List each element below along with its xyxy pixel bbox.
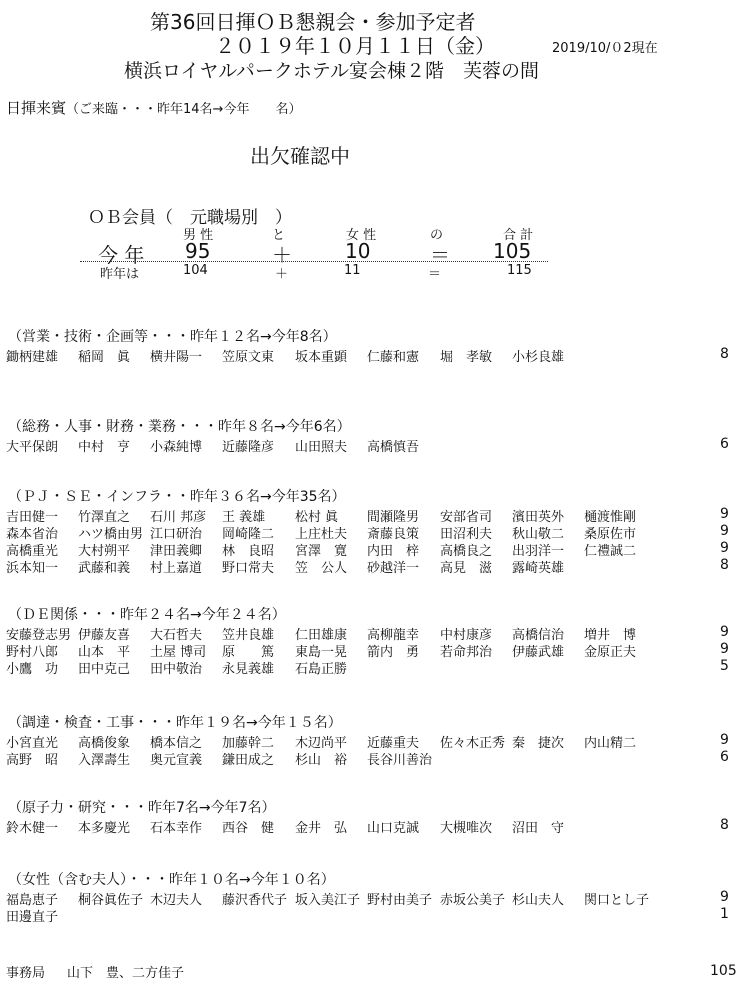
member-name: 山口克誠 [367,821,420,836]
member-name: 金原正夫 [584,645,637,660]
member-name: 加藤幹二 [222,736,275,751]
member-name: 野口常夫 [222,561,275,576]
member-name: 高見 滋 [440,561,493,576]
member-name: 高橋信治 [512,628,565,643]
member-name: 鋤柄建雄 [6,350,59,365]
member-name: 土屋 博司 [150,645,207,660]
row-count: 8 [720,346,729,362]
member-name: 近藤重夫 [367,736,420,751]
venue: 横浜ロイヤルパークホテル宴会棟２階 芙蓉の間 [124,60,539,82]
member-name: 武藤和義 [78,561,131,576]
member-name: 藤沢香代子 [222,893,288,908]
footer-staff: 山下 豊、二方佳子 [67,966,185,981]
row-count: 6 [720,749,729,765]
member-name: 近藤隆彦 [222,440,275,455]
group-header: （総務・人事・財務・業務・・・昨年８名→今年6名） [8,419,351,435]
member-name: 石島正勝 [295,662,348,677]
member-name: 王 義雄 [222,510,266,525]
member-name: 田中克己 [78,662,131,677]
member-name: 原 篤 [222,645,275,660]
ob-divider [80,261,548,262]
row-count: 9 [720,540,729,556]
group-header: （原子力・研究・・・昨年7名→今年7名） [8,800,276,816]
member-name: 野村八郎 [6,645,59,660]
ob-last-year-value: ＝ [428,267,442,282]
member-name: 永見義雄 [222,662,275,677]
as-of-date: 2019/10/０2現在 [552,41,658,56]
group-header: （営業・技術・企画等・・・昨年１２名→今年8名） [8,329,337,345]
member-name: 村上嘉道 [150,561,203,576]
member-name: 赤坂公美子 [440,893,506,908]
row-count: 9 [720,889,729,905]
member-name: ハツ橋由男 [78,527,144,542]
member-name: 小鷹 功 [6,662,59,677]
member-name: 福島恵子 [6,893,59,908]
member-name: 津田義卿 [150,544,203,559]
member-name: 山田照夫 [295,440,348,455]
group-header: （女性（含む夫人）・・・昨年１０名→今年１０名） [8,872,335,888]
member-name: 桐谷眞佐子 [78,893,144,908]
ob-last-year-value: ＋ [275,267,289,282]
member-name: 笠 公人 [295,561,348,576]
row-count: 1 [720,906,729,922]
member-name: 長谷川善治 [367,753,433,768]
member-name: 田沼利夫 [440,527,493,542]
member-name: 杉山 裕 [295,753,348,768]
member-name: 石川 邦彦 [150,510,207,525]
row-count: 8 [720,557,729,573]
ob-header-cell: の [430,228,444,243]
member-name: 若命邦治 [440,645,493,660]
member-name: 高橋重光 [6,544,59,559]
member-name: 木辺尚平 [295,736,348,751]
ob-this-year-value: ＝ [430,243,450,267]
member-name: 奥元宣義 [150,753,203,768]
member-name: 内山精二 [584,736,637,751]
member-name: 沼田 守 [512,821,565,836]
ob-header-cell: 男 性 [183,228,214,243]
member-name: 伊藤武雄 [512,645,565,660]
member-name: 浜本知一 [6,561,59,576]
row-count: 9 [720,624,729,640]
event-date: ２０１９年１０月１１日（金） [215,34,495,58]
member-name: 砂越洋一 [367,561,420,576]
member-name: 中村 亨 [78,440,131,455]
member-name: 杉山夫人 [512,893,565,908]
member-name: 関口とし子 [584,893,650,908]
ob-this-year-value: 105 [493,239,532,263]
member-name: 仁藤和憲 [367,350,420,365]
member-name: 松村 眞 [295,510,339,525]
member-name: 森本省治 [6,527,59,542]
member-name: 上庄杜夫 [295,527,348,542]
guest-line [6,97,301,118]
ob-header-cell: 合 計 [503,228,534,243]
member-name: 大平保朗 [6,440,59,455]
member-name: 石本幸作 [150,821,203,836]
member-name: 大村朔平 [78,544,131,559]
row-count: 8 [720,817,729,833]
member-name: 坂入美江子 [295,893,361,908]
member-name: 小宮直光 [6,736,59,751]
group-header: （ＤＥ関係・・・昨年２４名→今年２４名） [8,607,286,623]
ob-last-year-value: 115 [507,263,532,278]
member-name: 高柳龍幸 [367,628,420,643]
ob-this-year-value: 95 [185,239,211,263]
member-name: 宮澤 寛 [295,544,348,559]
guest-label: 日揮来賓 [6,99,67,117]
member-name: 江口研治 [150,527,203,542]
page-title: 第36回日揮ＯＢ懇親会・参加予定者 [150,10,476,34]
row-count: 5 [720,658,729,674]
member-name: 林 良昭 [222,544,275,559]
ob-this-year-value: ＋ [272,243,292,267]
member-name: 笠原文東 [222,350,275,365]
row-count: 9 [720,523,729,539]
ob-last-year-label: 昨年は [100,267,140,282]
ob-this-year-value: 10 [345,239,371,263]
ob-header-cell: と [272,228,286,243]
member-name: 小杉良雄 [512,350,565,365]
ob-title: ＯＢ会員（ 元職場別 ） [88,208,292,228]
member-name: 安藤登志男 [6,628,72,643]
member-name: 高野 昭 [6,753,59,768]
member-name: 大石哲夫 [150,628,203,643]
member-name: 秋山敬二 [512,527,565,542]
member-name: 出羽洋一 [512,544,565,559]
member-name: 桑原佐市 [584,527,637,542]
member-name: 間瀬隆男 [367,510,420,525]
member-name: 本多慶光 [78,821,131,836]
member-name: 露崎英雄 [512,561,565,576]
guest-note: （ご来臨・・・昨年14名→今年 名） [66,102,302,117]
member-name: 仁禮誠二 [584,544,637,559]
member-name: 小森純博 [150,440,203,455]
row-count: 9 [720,506,729,522]
member-name: 横井陽一 [150,350,203,365]
member-name: 吉田健一 [6,510,59,525]
footer-line [6,962,184,981]
member-name: 岡崎隆二 [222,527,275,542]
member-name: 鎌田成之 [222,753,275,768]
group-header: （調達・検査・工事・・・昨年１９名→今年１５名） [8,715,342,731]
member-name: 竹澤直之 [78,510,131,525]
ob-this-year-label: 今 年 [98,243,145,267]
member-name: 高橋俊象 [78,736,131,751]
member-name: 稲岡 眞 [78,350,131,365]
member-name: 増井 博 [584,628,637,643]
row-count: 6 [720,436,729,452]
ob-last-year-value: 104 [183,263,208,278]
member-name: 高橋慎吾 [367,440,420,455]
row-count: 9 [720,732,729,748]
member-name: 内田 梓 [367,544,420,559]
member-name: 東島一晃 [295,645,348,660]
member-name: 仁田雄康 [295,628,348,643]
member-name: 西谷 健 [222,821,275,836]
member-name: 安部省司 [440,510,493,525]
member-name: 木辺夫人 [150,893,203,908]
member-name: 金井 弘 [295,821,348,836]
member-name: 笠井良雄 [222,628,275,643]
member-name: 田邊直子 [6,910,59,925]
member-name: 大槻唯次 [440,821,493,836]
ob-last-year-value: 11 [344,263,361,278]
group-header: （ＰＪ・ＳＥ・インフラ・・昨年３６名→今年35名） [8,489,346,505]
member-name: 樋渡惟剛 [584,510,637,525]
ob-header-cell: 女 性 [346,228,377,243]
member-name: 伊藤友喜 [78,628,131,643]
member-name: 中村康彦 [440,628,493,643]
member-name: 鈴木健一 [6,821,59,836]
grand-total: 105 [710,963,737,979]
member-name: 田中敬治 [150,662,203,677]
member-name: 山本 平 [78,645,131,660]
member-name: 高橋良之 [440,544,493,559]
member-name: 堀 孝敏 [440,350,493,365]
member-name: 斎藤良策 [367,527,420,542]
member-name: 秦 捷次 [512,736,565,751]
member-name: 佐々木正秀 [440,736,506,751]
member-name: 濱田英外 [512,510,565,525]
member-name: 箭内 勇 [367,645,420,660]
footer-label: 事務局 [6,966,46,981]
member-name: 入澤壽生 [78,753,131,768]
member-name: 野村由美子 [367,893,433,908]
row-count: 9 [720,641,729,657]
member-name: 坂本重顕 [295,350,348,365]
member-name: 橋本信之 [150,736,203,751]
attendance-status: 出欠確認中 [250,144,350,168]
